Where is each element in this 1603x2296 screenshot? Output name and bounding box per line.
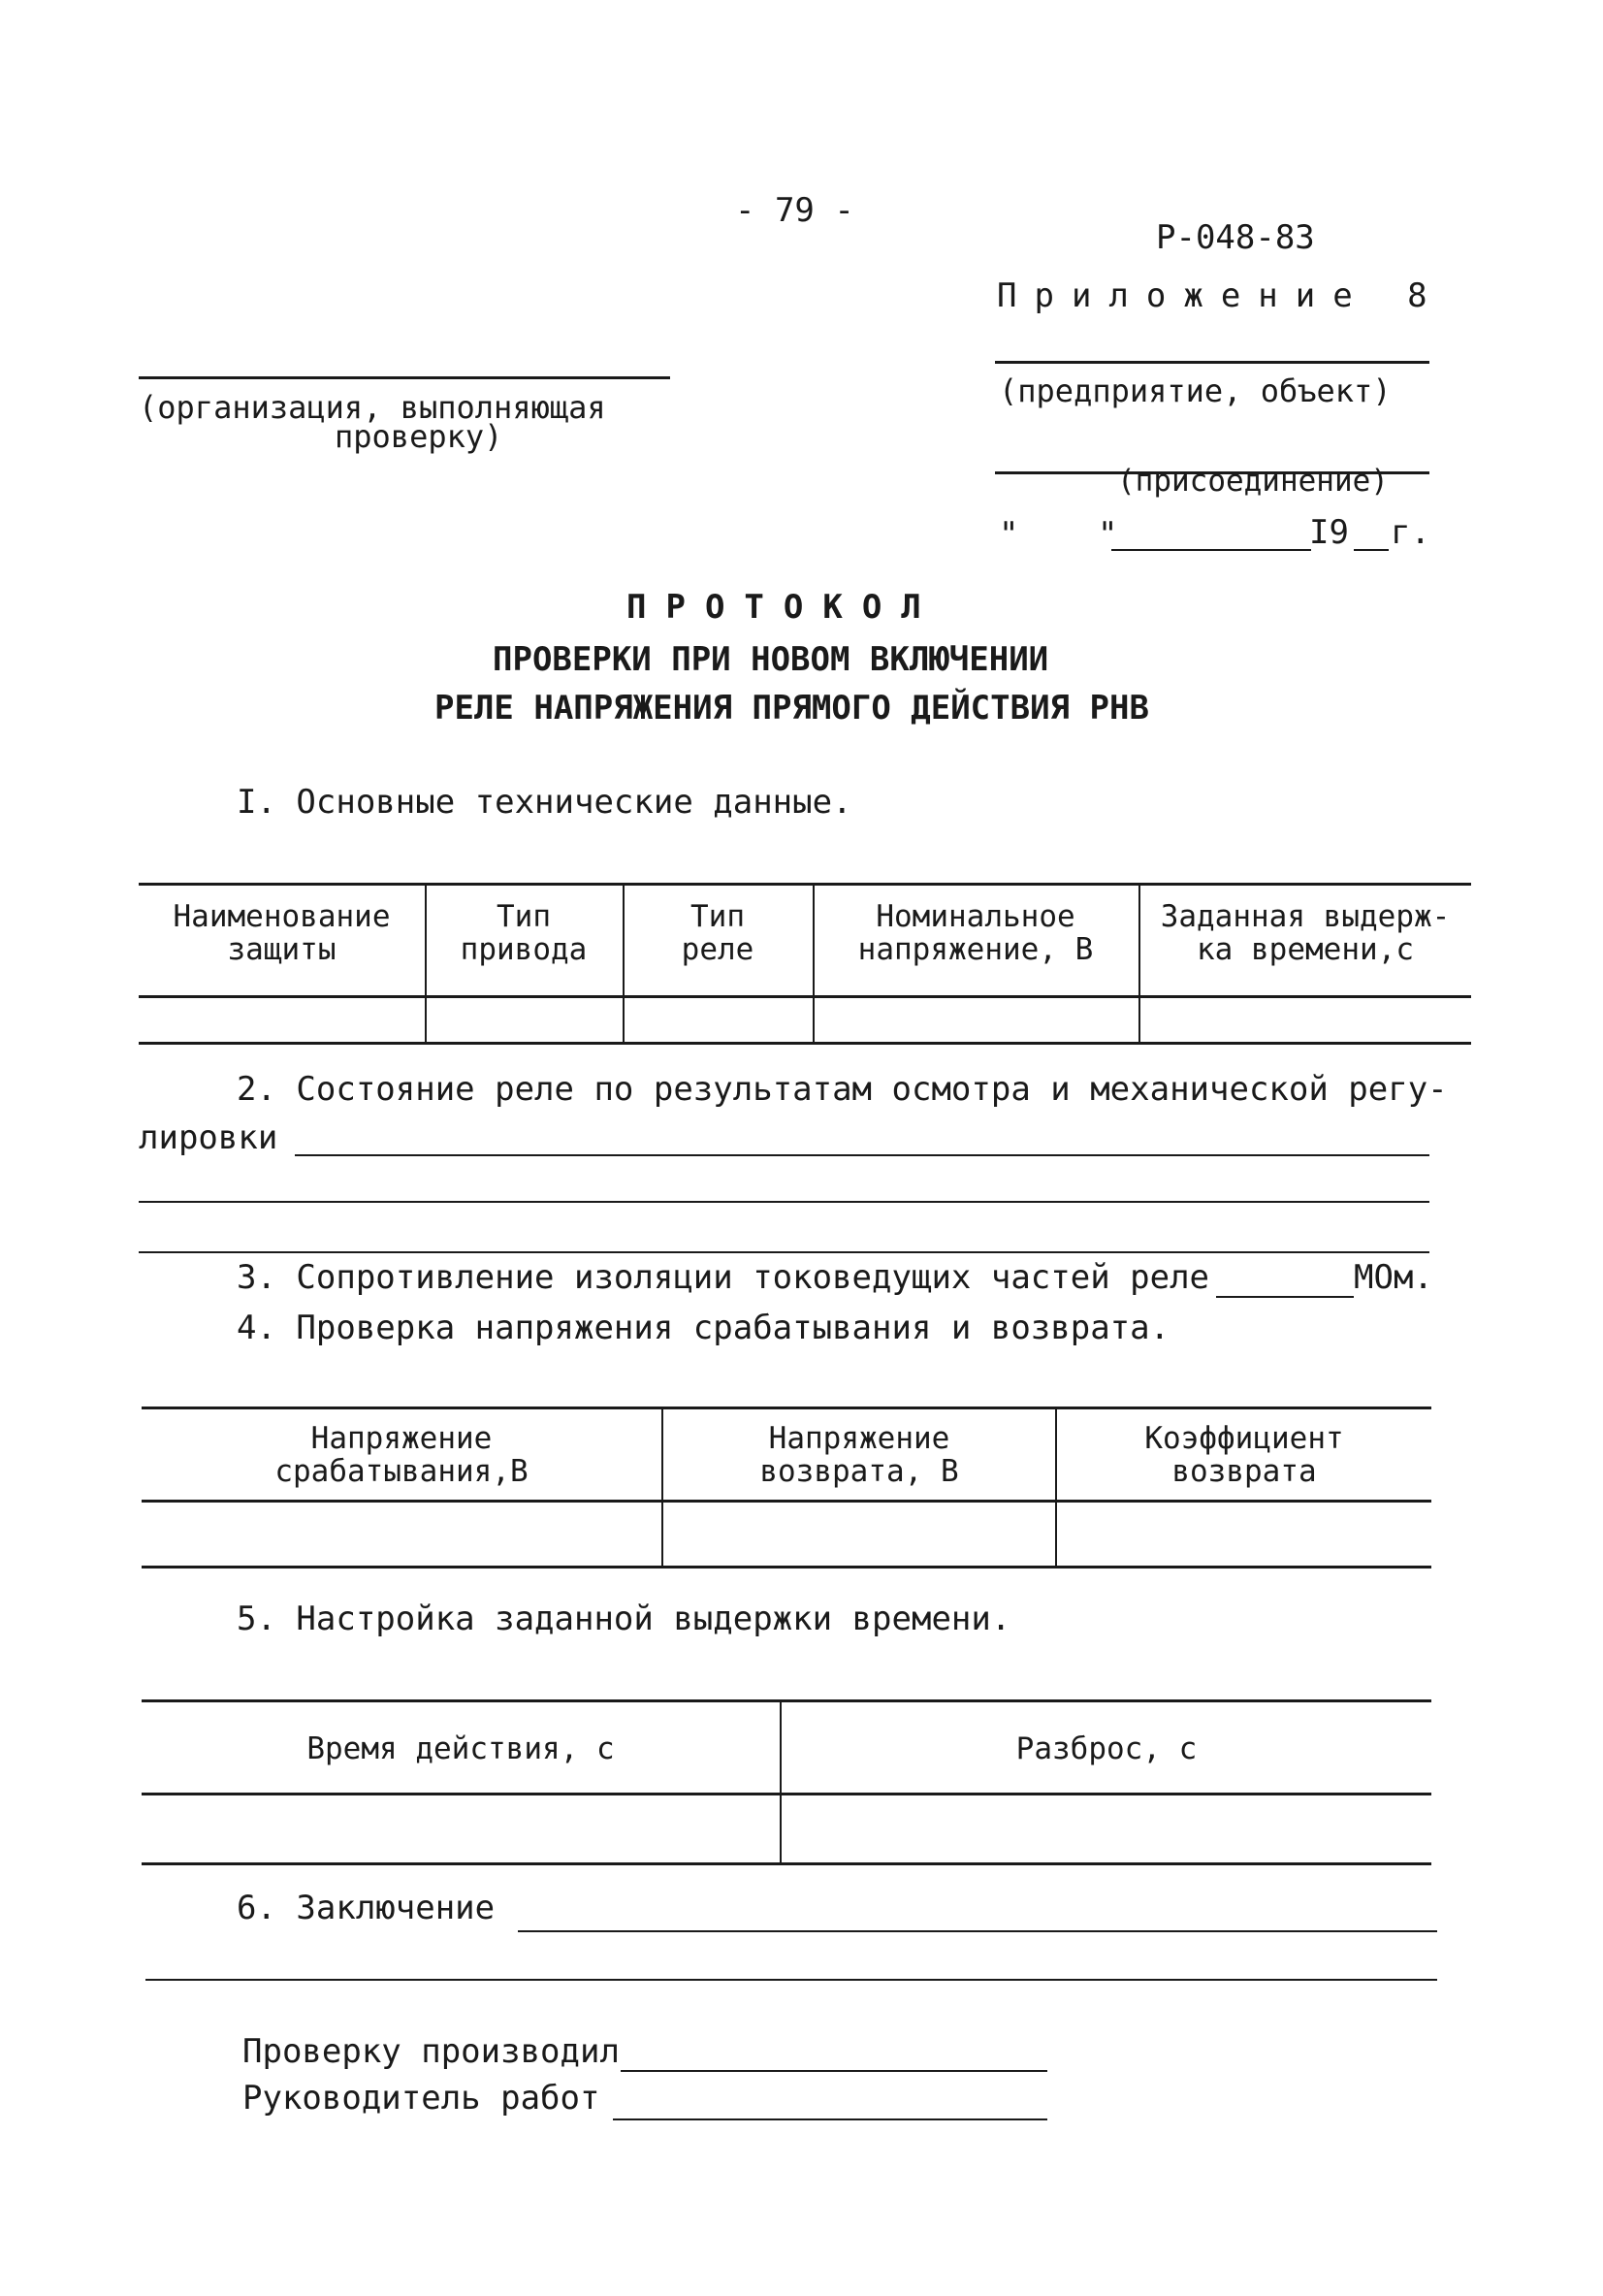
section-5-heading: 5. Настройка заданной выдержки времени.: [237, 1600, 1011, 1638]
protocol-title: ПРОТОКОЛ: [626, 588, 941, 627]
section-6-heading: 6. Заключение: [237, 1889, 496, 1927]
protocol-subtitle: ПРОВЕРКИ ПРИ НОВОМ ВКЛЮЧЕНИИ: [493, 640, 1049, 679]
column-header-pickup-voltage: Напряжение срабатывания,В: [274, 1421, 529, 1489]
section-2-text: 2. Состояние реле по результатам осмотра и механической регу-: [237, 1070, 1448, 1109]
date-quote-open: ": [999, 515, 1019, 554]
column-header-protection: Наименование защиты: [173, 899, 391, 967]
document-code: Р-048-83: [1156, 218, 1315, 257]
resistance-unit: МОм.: [1354, 1258, 1433, 1297]
column-header-return-voltage: Напряжение возврата, В: [759, 1421, 959, 1489]
page-number: - 79 -: [735, 191, 854, 230]
appendix-label: Приложение 8: [997, 276, 1445, 315]
conclusion-field-2[interactable]: [145, 1979, 1437, 1981]
column-header-operating-time: Время действия, с: [306, 1731, 615, 1766]
section-4-heading: 4. Проверка напряжения срабатывания и возврата.: [237, 1309, 1170, 1347]
column-header-drive-type: Тип привода: [460, 899, 588, 967]
relay-condition-field[interactable]: [295, 1154, 1429, 1156]
date-field-line: [1111, 549, 1311, 551]
date-quote-close: ": [1098, 515, 1118, 554]
date-year-line: [1354, 549, 1389, 551]
conclusion-field[interactable]: [518, 1930, 1437, 1932]
organization-line: [139, 376, 670, 379]
relay-condition-field-3[interactable]: [139, 1251, 1429, 1253]
section-1-heading: I. Основные технические данные.: [237, 783, 852, 822]
column-header-relay-type: Тип реле: [681, 899, 754, 967]
column-header-return-ratio: Коэффициент возврата: [1144, 1421, 1344, 1489]
head-of-works-signature-line[interactable]: [613, 2118, 1047, 2120]
checked-by-signature-line[interactable]: [621, 2070, 1047, 2072]
section-2-text-cont: лировки: [139, 1118, 278, 1157]
enterprise-caption: (предприятие, объект): [999, 372, 1392, 409]
column-header-time-delay: Заданная выдерж- ка времени,с: [1160, 899, 1451, 967]
connection-caption: (присоединение): [1117, 464, 1389, 499]
column-header-spread: Разброс, с: [1015, 1731, 1198, 1766]
insulation-resistance-field[interactable]: [1216, 1296, 1354, 1298]
date-year-prefix: I9: [1309, 513, 1349, 552]
section-3-text: 3. Сопротивление изоляции токоведущих частей реле: [237, 1258, 1210, 1297]
checked-by-label: Проверку производил: [242, 2032, 620, 2071]
relay-condition-field-2[interactable]: [139, 1201, 1429, 1203]
column-header-rated-voltage: Номинальное напряжение, В: [857, 899, 1094, 967]
organization-caption: (организация, выполняющая: [139, 389, 606, 426]
protocol-subtitle-2: РЕЛЕ НАПРЯЖЕНИЯ ПРЯМОГО ДЕЙСТВИЯ РНВ: [434, 689, 1149, 728]
organization-caption-cont: проверку): [335, 418, 503, 455]
date-year-suffix: г.: [1391, 513, 1430, 552]
enterprise-line: [995, 361, 1429, 364]
head-of-works-label: Руководитель работ: [242, 2079, 600, 2118]
